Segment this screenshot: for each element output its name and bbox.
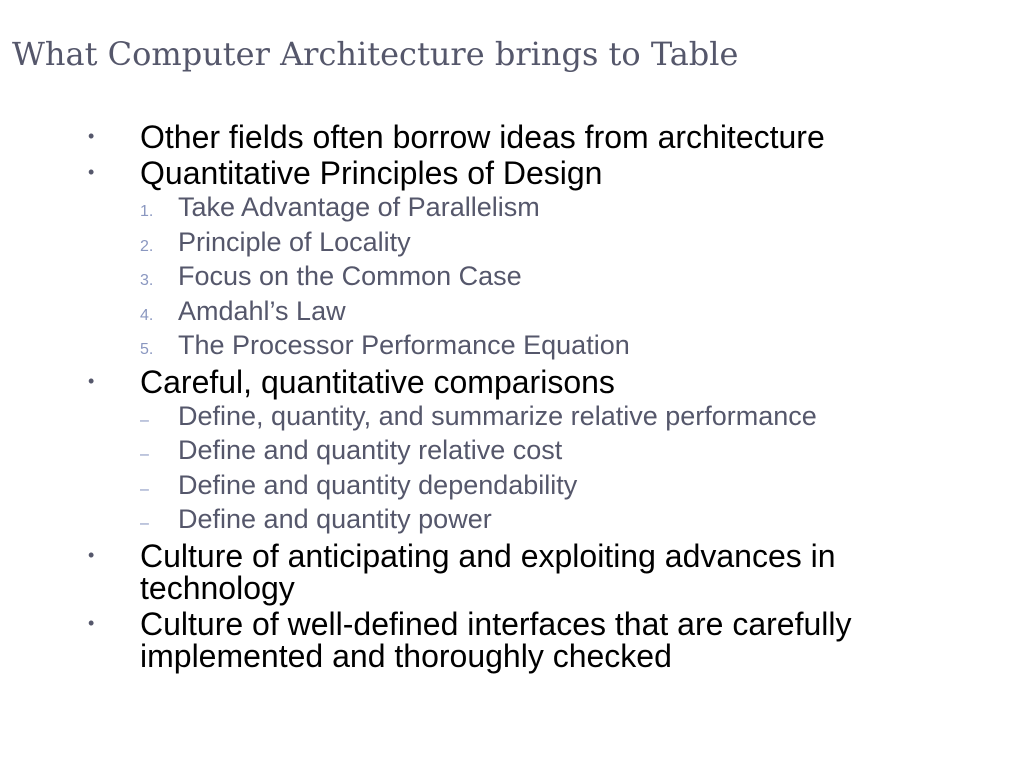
numbered-sub-list (140, 190, 988, 363)
bullet-text: Other fields often borrow ideas from architecture (140, 119, 825, 155)
bullet-item (88, 363, 988, 399)
sub-item-text: Define and quantity relative cost (178, 435, 563, 465)
bullet-item (88, 537, 988, 605)
sub-list-item (140, 399, 988, 434)
sub-list-item (140, 433, 988, 468)
sub-list-item (140, 328, 988, 363)
bullet-list (88, 118, 988, 673)
bullet-text: Careful, quantitative comparisons (140, 363, 615, 400)
sub-item-dash: – (140, 515, 149, 532)
bullet-text: Culture of anticipating and exploiting advances in technology (140, 537, 836, 606)
sub-list-item (140, 468, 988, 503)
sub-item-text: Take Advantage of Parallelism (178, 192, 540, 222)
sub-item-number: 1. (140, 203, 154, 220)
sub-item-text: Define and quantity dependability (178, 469, 578, 500)
sub-item-text: The Processor Performance Equation (178, 330, 630, 360)
bullet-item (88, 154, 988, 190)
sub-item-text: Define, quantity, and summarize relative performance (178, 400, 817, 431)
bullet-text: Quantitative Principles of Design (140, 155, 603, 191)
bullet-text: Culture of well-defined interfaces that are carefully implemented and thoroughly checked (140, 605, 852, 674)
sub-list-item (140, 259, 988, 294)
sub-item-number: 2. (140, 237, 154, 255)
bullet-marker: • (88, 370, 95, 391)
bullet-marker: • (88, 126, 95, 146)
sub-item-number: 4. (140, 306, 154, 324)
bullet-marker: • (88, 612, 95, 633)
bullet-marker: • (88, 544, 95, 565)
sub-item-text: Focus on the Common Case (178, 261, 522, 291)
slide-title: What Computer Architecture brings to Table (12, 35, 739, 73)
sub-list-item (140, 502, 988, 537)
sub-item-dash: – (140, 480, 149, 498)
sub-list-item (140, 294, 988, 329)
sub-item-number: 5. (140, 341, 154, 358)
sub-item-text: Principle of Locality (178, 226, 411, 257)
sub-list-item (140, 190, 988, 225)
sub-item-dash: – (140, 446, 149, 463)
sub-item-number: 3. (140, 272, 154, 289)
bullet-marker: • (88, 162, 95, 182)
sub-item-text: Define and quantity power (178, 504, 492, 534)
bullet-item (88, 605, 988, 673)
sub-list-item (140, 225, 988, 260)
sub-item-text: Amdahl’s Law (178, 295, 346, 326)
bullet-item (88, 118, 988, 154)
dash-sub-list (140, 399, 988, 537)
sub-item-dash: – (140, 411, 149, 429)
